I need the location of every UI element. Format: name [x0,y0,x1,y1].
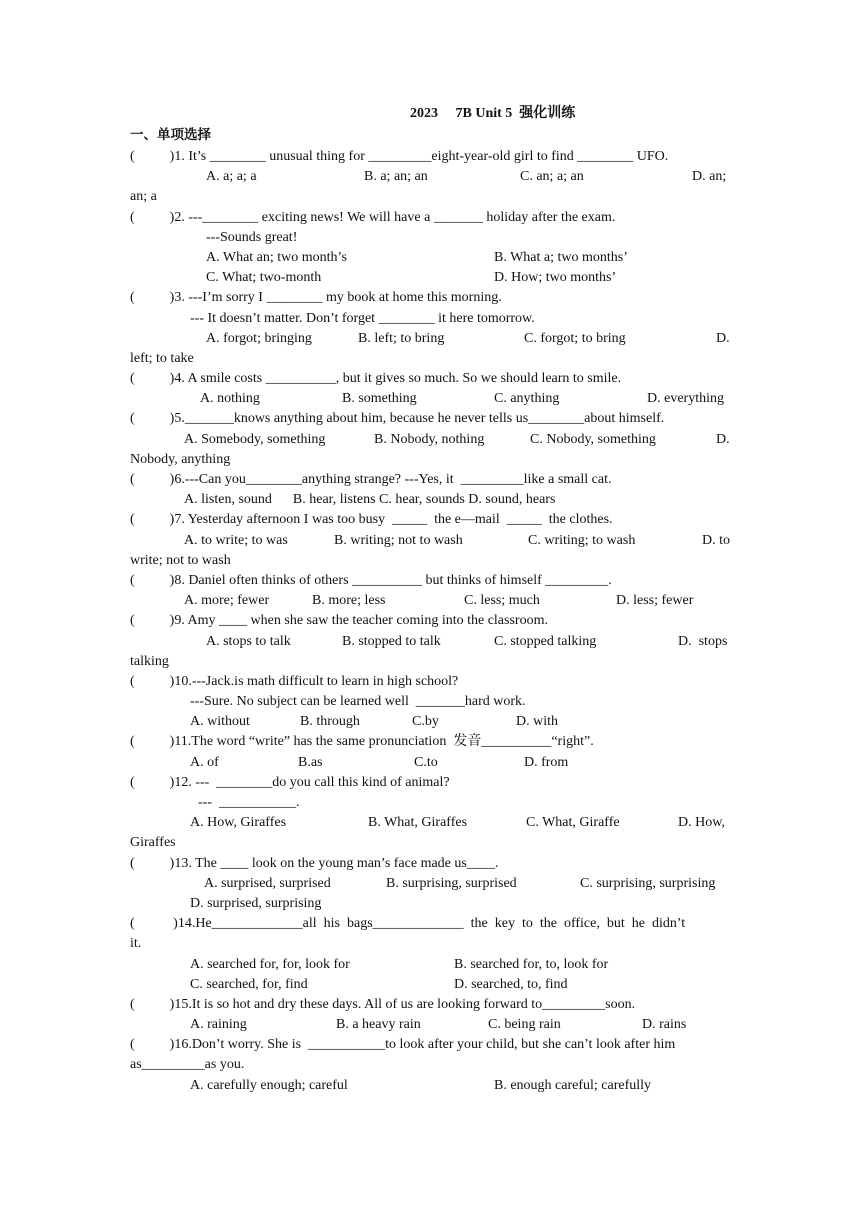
question-7-stem: ( )7. Yesterday afternoon I was too busy _____ the e—mail _____ the clothes. [130,512,613,528]
question-16-stem: ( )16.Don’t worry. She is ___________to look after your child, but she can’t look after him [130,1037,676,1053]
question-13-options-row1 [130,874,730,894]
question-11-stem: ( )11.The word “write” has the same pronunciation 发音__________“right”. [130,734,594,750]
option-c: C. stopped talking [494,633,597,649]
option-b: B. through [300,714,360,730]
option-a: A. of [190,754,219,770]
option-d: D. surprised, surprising [190,895,322,911]
question-1-stem: ( )1. It’s ________ unusual thing for _________eight-year-old girl to find ________ UFO. [130,149,669,164]
option-b: B. What, Giraffes [368,815,468,831]
question-2-options-row2 [130,268,730,288]
option-c: C. forgot; to bring [524,330,626,346]
question-4-options [130,389,730,409]
question-8-options [130,591,730,611]
question-14-stem: ( )14.He_____________all his bags_____________ the key to the office, but he didn’t [130,916,686,932]
option-a: A. How, Giraffes [190,815,287,831]
option-a: A. a; a; a [206,169,257,185]
option-a: A. nothing [200,391,260,407]
option-c: C.to [414,754,438,770]
question-2-stem: ( )2. ---________ exciting news! We will have a _______ holiday after the exam. [130,209,616,225]
option-d: D. How; two months’ [494,270,617,286]
option-a: A. stops to talk [206,633,291,649]
option-d: D. How, [678,815,725,831]
question-3-options [130,329,730,349]
section-heading: 一、单项选择 [130,127,211,143]
question-9-stem: ( )9. Amy ____ when she saw the teacher coming into the classroom. [130,613,548,629]
option-b: B. stopped to talk [342,633,441,649]
option-a: A. forgot; bringing [206,330,312,346]
question-4-stem: ( )4. A smile costs __________, but it gives so much. So we should learn to smile. [130,371,622,387]
option-c: C.by [412,714,439,730]
question-5-wrap: Nobody, anything [130,451,231,467]
option-b: B. Nobody, nothing [374,431,485,447]
question-6-stem: ( )6.---Can you________anything strange? ---Yes, it _________like a small cat. [130,472,612,487]
option-d: D. searched, to, find [454,976,568,992]
question-6-options: A. listen, sound B. hear, listens C. hear, sounds D. sound, hears [184,492,556,508]
option-b: B. a; an; an [364,169,428,185]
question-16-options [130,1076,730,1096]
question-9-wrap: talking [130,653,169,669]
question-12-stem: ( )12. --- ________do you call this kind of animal? [130,774,450,790]
question-15-options [130,1015,730,1035]
question-15-stem: ( )15.It is so hot and dry these days. All of us are looking forward to_________soon. [130,996,636,1012]
option-a: A. searched for, for, look for [190,956,350,972]
option-d: D. stops [678,633,728,649]
option-b: B. surprising, surprised [386,875,517,891]
option-d: D. everything [647,391,724,407]
question-2-options-row1 [130,248,730,268]
option-c: C. writing; to wash [528,532,636,548]
option-c: C. What, Giraffe [526,815,620,831]
option-b: B. a heavy rain [336,1017,421,1033]
option-c: C. What; two-month [206,270,322,286]
question-5-options [130,430,730,450]
option-a: A. carefully enough; careful [190,1077,348,1093]
question-11-options [130,753,730,773]
question-8-stem: ( )8. Daniel often thinks of others __________ but thinks of himself _________. [130,572,612,588]
option-a: A. surprised, surprised [204,875,331,891]
option-a: A. more; fewer [184,593,270,609]
question-12-reply: --- ___________. [198,795,300,810]
question-1-wrap: an; a [130,189,157,205]
question-10-stem: ( )10.---Jack.is math difficult to learn in high school? [130,673,459,689]
option-d: D. with [516,714,558,730]
option-a: A. What an; two month’s [206,249,347,265]
question-7-options [130,531,730,551]
option-c: C. anything [494,391,560,407]
option-a: A. Somebody, something [184,431,326,447]
option-b: B. What a; two months’ [494,249,628,265]
question-9-options [130,632,730,652]
option-b: B. something [342,391,417,407]
question-5-stem: ( )5._______knows anything about him, because he never tells us________about himself. [130,411,665,427]
option-c: C. less; much [464,593,540,609]
option-a: A. without [190,714,250,730]
option-d: D. to [702,532,730,548]
option-c: C. searched, for, find [190,976,308,992]
option-b: B.as [298,754,323,770]
option-d: D. from [524,754,569,770]
option-b: B. more; less [312,593,386,609]
option-c: C. Nobody, something [530,431,656,447]
option-b: B. writing; not to wash [334,532,463,548]
question-13-options-row2 [130,894,730,914]
question-3-wrap: left; to take [130,350,194,366]
question-10-reply: ---Sure. No subject can be learned well _______hard work. [190,694,526,710]
question-12-options [130,813,730,833]
option-c: C. an; a; an [520,169,584,185]
question-10-options [130,712,730,732]
question-14-options-row2 [130,975,730,995]
option-d: D. [716,330,730,346]
option-a: A. raining [190,1017,247,1033]
page-title: 2023 7B Unit 5 强化训练 [410,106,576,121]
question-12-wrap: Giraffes [130,835,176,851]
option-d: D. rains [642,1017,687,1033]
question-7-wrap: write; not to wash [130,552,231,568]
option-d: D. an; [692,169,727,185]
option-b: B. left; to bring [358,330,445,346]
option-b: B. searched for, to, look for [454,956,609,972]
question-1-options [130,167,730,187]
option-c: C. surprising, surprising [580,875,716,891]
question-3-reply: --- It doesn’t matter. Don’t forget ________ it here tomorrow. [190,310,535,326]
question-3-stem: ( )3. ---I’m sorry I ________ my book at home this morning. [130,290,502,306]
option-b: B. enough careful; carefully [494,1077,652,1093]
question-2-reply: ---Sounds great! [206,229,298,245]
question-list [130,147,730,1096]
question-14-wrap: it. [130,936,142,952]
question-16-wrap: as_________as you. [130,1057,245,1073]
option-c: C. being rain [488,1017,561,1033]
option-a: A. to write; to was [184,532,288,548]
option-d: D. less; fewer [616,593,694,609]
option-d: D. [716,431,730,447]
question-14-options-row1 [130,955,730,975]
question-13-stem: ( )13. The ____ look on the young man’s face made us____. [130,855,499,871]
